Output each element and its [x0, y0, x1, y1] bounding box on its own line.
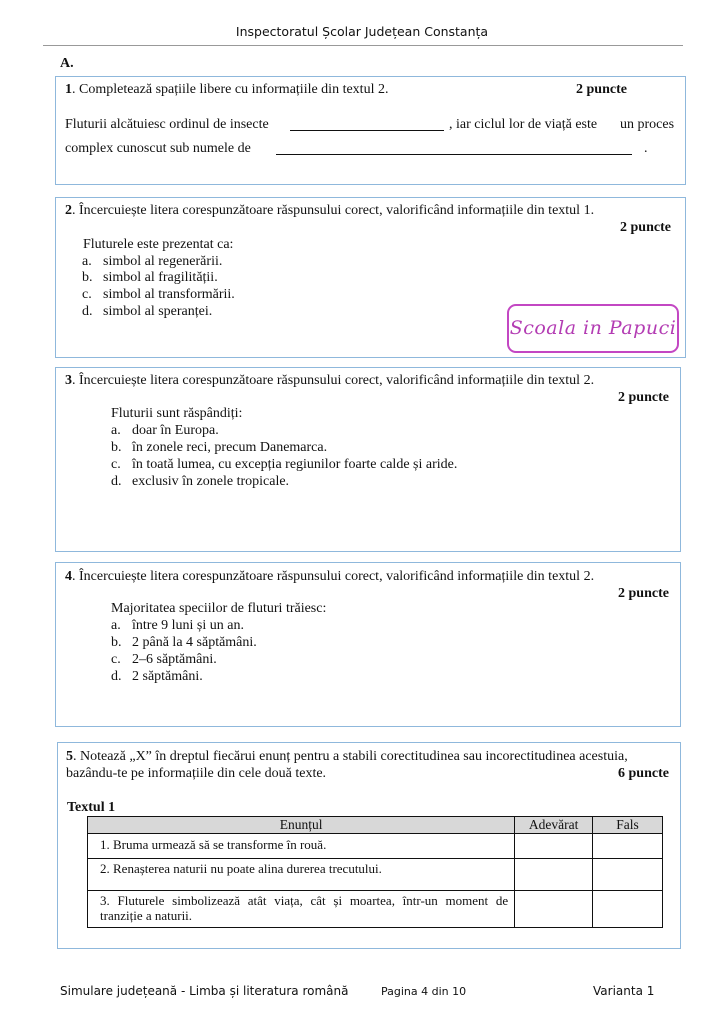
q5-instruction-line2: bazându-te pe informațiile din cele două texte.: [66, 766, 327, 781]
q2-instruction-text: . Încercuiește litera corespunzătoare răspunsului corect, valorificând informațiile din textul 1.: [72, 203, 595, 218]
q1-instruction: [65, 82, 388, 98]
q4-option-b[interactable]: [111, 635, 257, 651]
q2-points: 2 puncte: [620, 220, 671, 235]
q5-instruction-line1: [66, 749, 628, 765]
q4-instruction-text: . Încercuiește litera corespunzătoare răspunsului corect, valorificând informațiile din textul 2.: [72, 569, 595, 584]
q2-option-letter: a.: [82, 254, 92, 269]
section-label: A.: [60, 56, 74, 71]
q4-option-letter: c.: [111, 652, 121, 667]
false-checkbox-cell[interactable]: [593, 834, 663, 859]
q3-option-letter: c.: [111, 457, 121, 472]
q2-option-letter: c.: [82, 287, 92, 302]
page-header: Inspectoratul Școlar Județean Constanța: [235, 24, 489, 39]
q4-points: 2 puncte: [618, 586, 669, 601]
q2-option-text: simbol al regenerării.: [103, 254, 223, 269]
table-row: [88, 834, 663, 859]
statement-cell: 2. Renașterea naturii nu poate alina durerea trecutului.: [88, 859, 515, 891]
q3-option-text: doar în Europa.: [132, 423, 219, 438]
q2-option-c[interactable]: [82, 287, 235, 303]
q2-option-d[interactable]: [82, 304, 212, 320]
q2-option-text: simbol al fragilității.: [103, 270, 218, 285]
q4-option-d[interactable]: [111, 669, 203, 685]
q4-option-letter: a.: [111, 618, 121, 633]
q4-option-letter: b.: [111, 635, 122, 650]
q1-line2a: complex cunoscut sub numele de: [65, 141, 251, 156]
footer-page-number: Pagina 4 din 10: [381, 985, 467, 998]
q2-option-letter: d.: [82, 304, 93, 319]
q3-option-d[interactable]: [111, 474, 289, 490]
statement-cell: 1. Bruma urmează să se transforme în rouă.: [88, 834, 515, 859]
true-checkbox-cell[interactable]: [515, 891, 593, 928]
q3-instruction-text: . Încercuiește litera corespunzătoare răspunsului corect, valorificând informațiile din textul 2.: [72, 373, 595, 388]
watermark-stamp: Scoala in Papuci: [507, 304, 679, 353]
q3-option-letter: d.: [111, 474, 122, 489]
q2-option-a[interactable]: [82, 254, 222, 270]
table-header-row: [88, 817, 663, 834]
statements-table: [87, 816, 663, 928]
q2-option-b[interactable]: [82, 270, 218, 286]
q4-option-text: între 9 luni și un an.: [132, 618, 244, 633]
q1-line1a: Fluturii alcătuiesc ordinul de insecte: [65, 117, 269, 132]
statement-cell: 3. Fluturele simbolizează atât viața, cât și moartea, într-un moment de tranziție a naturii.: [88, 891, 515, 928]
q1-line1c: un proces: [620, 117, 675, 132]
q5-instruction-text: . Notează „X” în dreptul fiecărui enunț pentru a stabili corectitudinea sau incorectitudinea acestuia,: [73, 749, 628, 764]
table-row: [88, 859, 663, 891]
q1-blank-1[interactable]: [290, 130, 444, 131]
q2-instruction: [65, 203, 594, 219]
q2-stem: Fluturele este prezentat ca:: [83, 237, 234, 252]
q4-option-c[interactable]: [111, 652, 217, 668]
q1-instruction-text: . Completează spațiile libere cu informațiile din textul 2.: [72, 82, 389, 97]
q5-number: 5: [66, 749, 73, 764]
column-header-false: Fals: [593, 817, 663, 834]
q4-option-text: 2 săptămâni.: [132, 669, 203, 684]
false-checkbox-cell[interactable]: [593, 891, 663, 928]
q4-stem: Majoritatea speciilor de fluturi trăiesc:: [111, 601, 327, 616]
true-checkbox-cell[interactable]: [515, 859, 593, 891]
q3-option-c[interactable]: [111, 457, 457, 473]
footer-right: Varianta 1: [593, 984, 655, 998]
q1-blank-2[interactable]: [276, 154, 632, 155]
q3-option-letter: b.: [111, 440, 122, 455]
false-checkbox-cell[interactable]: [593, 859, 663, 891]
q2-option-text: simbol al speranței.: [103, 304, 213, 319]
column-header-true: Adevărat: [515, 817, 593, 834]
q3-option-b[interactable]: [111, 440, 327, 456]
q3-stem: Fluturii sunt răspândiți:: [111, 406, 243, 421]
q4-option-letter: d.: [111, 669, 122, 684]
q3-option-text: în zonele reci, precum Danemarca.: [132, 440, 328, 455]
q4-option-text: 2–6 săptămâni.: [132, 652, 217, 667]
q2-option-text: simbol al transformării.: [103, 287, 235, 302]
q3-option-letter: a.: [111, 423, 121, 438]
q5-points: 6 puncte: [618, 766, 669, 781]
true-checkbox-cell[interactable]: [515, 834, 593, 859]
q3-option-text: în toată lumea, cu excepția regiunilor foarte calde și aride.: [132, 457, 458, 472]
q4-number: 4: [65, 569, 72, 584]
q3-option-text: exclusiv în zonele tropicale.: [132, 474, 290, 489]
header-divider: [43, 45, 683, 46]
table-row: [88, 891, 663, 928]
column-header-statement: Enunțul: [88, 817, 515, 834]
q3-instruction: [65, 373, 594, 389]
q1-number: 1: [65, 82, 72, 97]
q3-points: 2 puncte: [618, 390, 669, 405]
q4-option-text: 2 până la 4 săptămâni.: [132, 635, 257, 650]
q4-option-a[interactable]: [111, 618, 244, 634]
q2-option-letter: b.: [82, 270, 93, 285]
q3-number: 3: [65, 373, 72, 388]
q5-text-label: Textul 1: [67, 800, 116, 815]
q1-line2b: .: [644, 141, 648, 156]
q4-instruction: [65, 569, 594, 585]
footer-left: Simulare județeană - Limba și literatura română: [60, 984, 349, 998]
q2-number: 2: [65, 203, 72, 218]
q1-line1b: , iar ciclul lor de viață este: [449, 117, 598, 132]
q3-option-a[interactable]: [111, 423, 219, 439]
q1-points: 2 puncte: [576, 82, 627, 97]
